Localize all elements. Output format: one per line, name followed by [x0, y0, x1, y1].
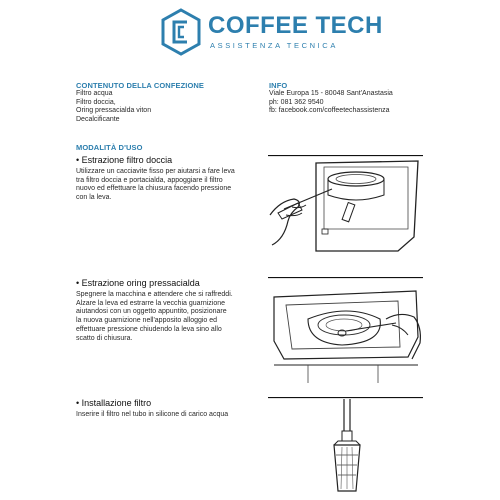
water-filter-installation-illustration [268, 397, 423, 497]
step-title: • Estrazione oring pressacialda [76, 278, 200, 288]
step-line: la nuova guarnizione nell'apposito alloggio ed [76, 317, 218, 325]
step-title: • Installazione filtro [76, 398, 152, 408]
oring-extraction-illustration [268, 277, 423, 387]
step-line: nuovo ed effettuare la chiusura facendo pressione [76, 185, 232, 193]
brand-tagline: ASSISTENZA TECNICA [210, 41, 338, 50]
step-line: Inserire il filtro nel tubo in silicone di carico acqua [76, 411, 229, 418]
info-phone: ph: 081 362 9540 [269, 98, 324, 106]
contents-item: Oring pressacialda viton [76, 107, 152, 115]
brand-logo [160, 6, 383, 58]
step-filter-installation [76, 398, 266, 420]
contents-item: Decalcificante [76, 115, 120, 123]
step-line: aiutandosi con un oggetto appuntito, posizionare [76, 308, 227, 316]
shower-filter-removal-illustration [268, 155, 423, 260]
step-line: scatto di chiusura. [76, 334, 133, 342]
contents-item: Filtro doccia, [76, 98, 116, 106]
step-title: • Estrazione filtro doccia [76, 155, 173, 165]
info-facebook: fb: facebook.com/coffeetechassistenza [269, 107, 390, 115]
step-oring-extraction [76, 278, 266, 343]
info-section [269, 81, 459, 116]
usage-title: MODALITÀ D'USO [76, 143, 143, 152]
step-line: effettuare pressione chiudendo la leva sino allo [76, 325, 222, 333]
step-line: con la leva. [76, 194, 112, 202]
info-address: Viale Europa 15 - 80048 Sant'Anastasia [269, 90, 393, 97]
step-shower-filter [76, 155, 266, 203]
step-line: Alzare la leva ed estrarre la vecchia guarnizione [76, 299, 226, 307]
step-line: tra filtro doccia e portacialda, appoggiare il filtro [76, 176, 223, 184]
contents-item: Filtro acqua [76, 90, 113, 97]
brand-name: COFFEE TECH [208, 12, 383, 39]
contents-section [76, 81, 256, 124]
contents-title: CONTENUTO DELLA CONFEZIONE [76, 81, 205, 90]
coffee-tech-hexagon-logo-icon [160, 8, 202, 56]
info-title: INFO [269, 81, 288, 90]
step-line: Utilizzare un cacciavite fisso per aiutarsi a fare leva [76, 168, 235, 175]
step-line: Spegnere la macchina e attendere che si raffreddi. [76, 291, 233, 298]
